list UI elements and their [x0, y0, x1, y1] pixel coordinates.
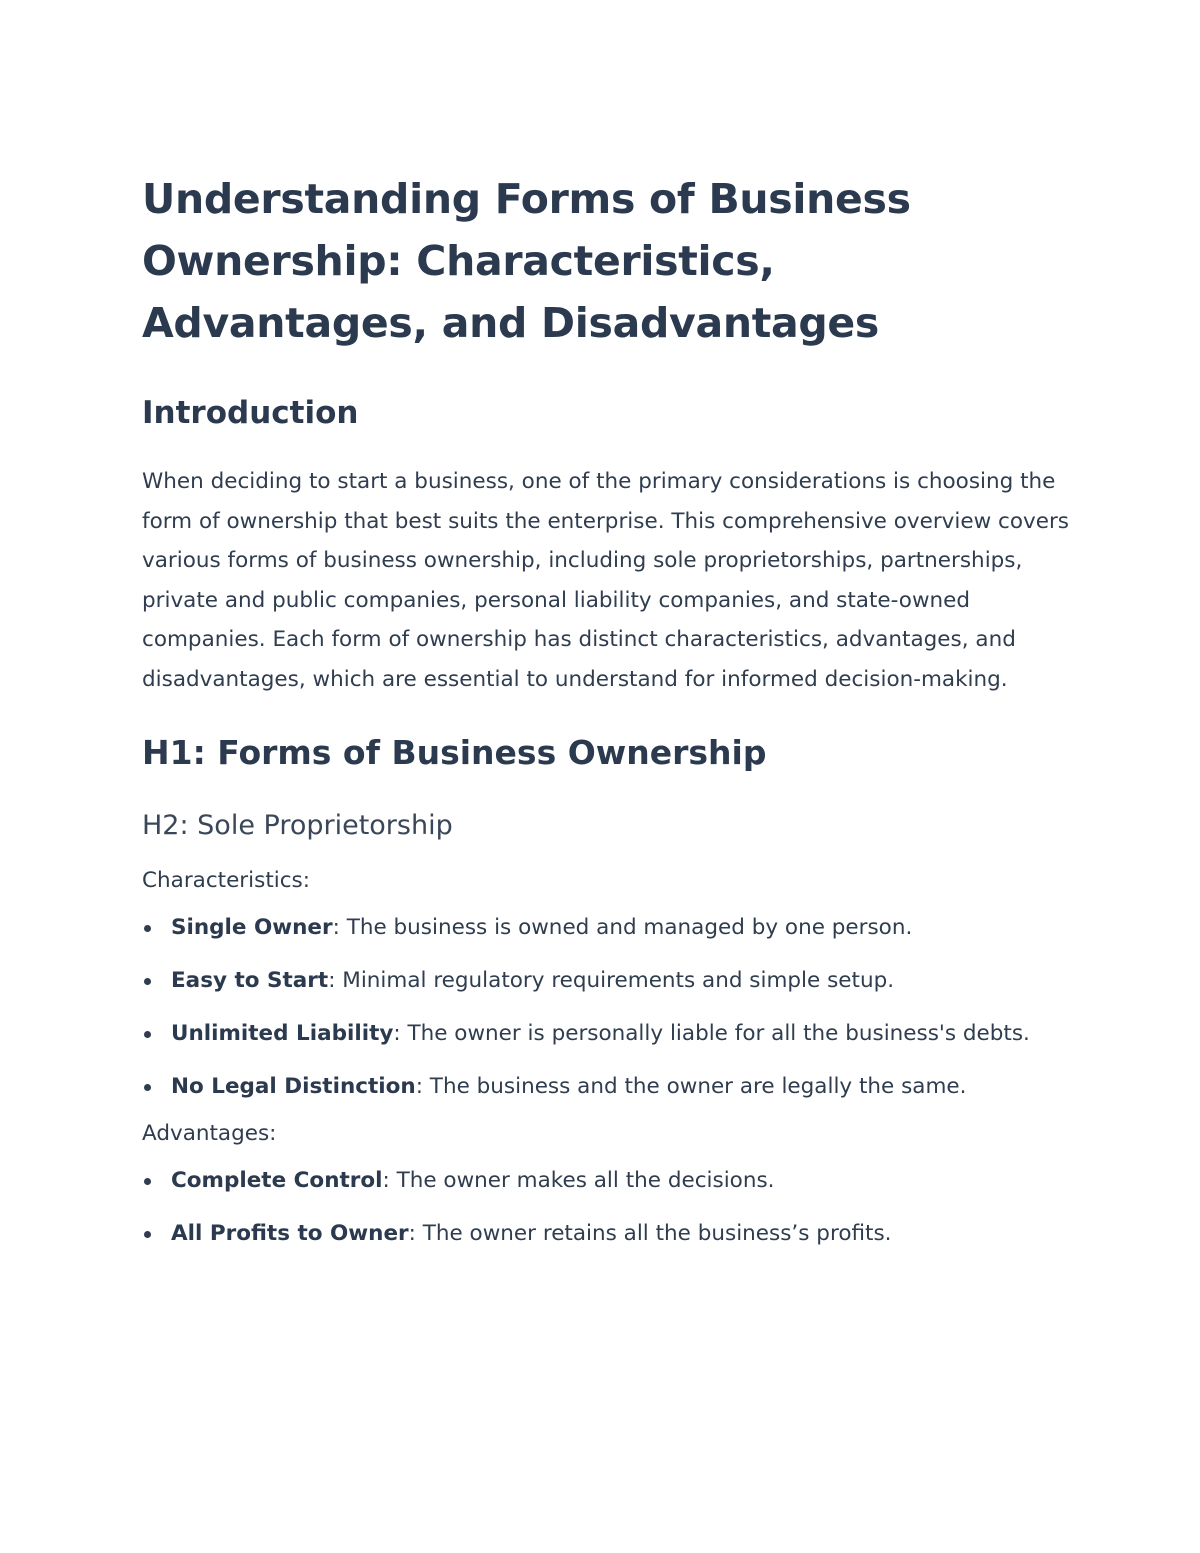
bullet-icon: [144, 978, 151, 985]
list-item-text: : The owner is personally liable for all the business's debts.: [393, 1021, 1030, 1046]
list-item-term: Easy to Start: [171, 968, 329, 993]
list-item-text: : The owner makes all the decisions.: [382, 1168, 775, 1193]
list-item-text: : The owner retains all the business’s profits.: [408, 1221, 892, 1246]
list-item: [142, 961, 1072, 1001]
document-page: [142, 168, 1072, 1254]
list-item: [142, 1014, 1072, 1054]
section-heading-forms: H1: Forms of Business Ownership: [142, 733, 767, 772]
list-item: [142, 1067, 1072, 1107]
list-item-text: : Minimal regulatory requirements and simple setup.: [328, 968, 895, 993]
list-item: [142, 1214, 1072, 1254]
characteristics-list: [142, 908, 1072, 1107]
bullet-icon: [144, 925, 151, 932]
list-item-term: All Profits to Owner: [171, 1221, 409, 1246]
list-item-term: Complete Control: [171, 1168, 383, 1193]
list-item-text: : The business and the owner are legally the same.: [415, 1074, 967, 1099]
document-title: Understanding Forms of Business Ownership: Characteristics, Advantages, and Disadvantages: [142, 175, 911, 347]
subsection-heading-sole-proprietorship: H2: Sole Proprietorship: [142, 810, 453, 841]
list-item: [142, 1161, 1072, 1201]
bullet-icon: [144, 1231, 151, 1238]
list-item-term: No Legal Distinction: [171, 1074, 416, 1099]
list-item-text: : The business is owned and managed by one person.: [332, 915, 913, 940]
introduction-paragraph: When deciding to start a business, one of the primary considerations is choosing the form of ownership that best suits the enterprise. This comprehensive overview covers various forms of business ownership, including sole proprietorships, partnerships, private and public companies, personal liability companies, and state-owned companies. Each form of ownership has distinct characteristics, advantages, and disadvantages, which are essential to understand for informed decision-making.: [142, 469, 1069, 692]
advantages-list: [142, 1161, 1072, 1254]
list-item-term: Single Owner: [171, 915, 333, 940]
bullet-icon: [144, 1084, 151, 1091]
characteristics-label: Characteristics:: [142, 868, 310, 893]
bullet-icon: [144, 1178, 151, 1185]
advantages-label: Advantages:: [142, 1121, 277, 1146]
bullet-icon: [144, 1031, 151, 1038]
list-item: [142, 908, 1072, 948]
introduction-heading: Introduction: [142, 395, 359, 431]
list-item-term: Unlimited Liability: [171, 1021, 394, 1046]
